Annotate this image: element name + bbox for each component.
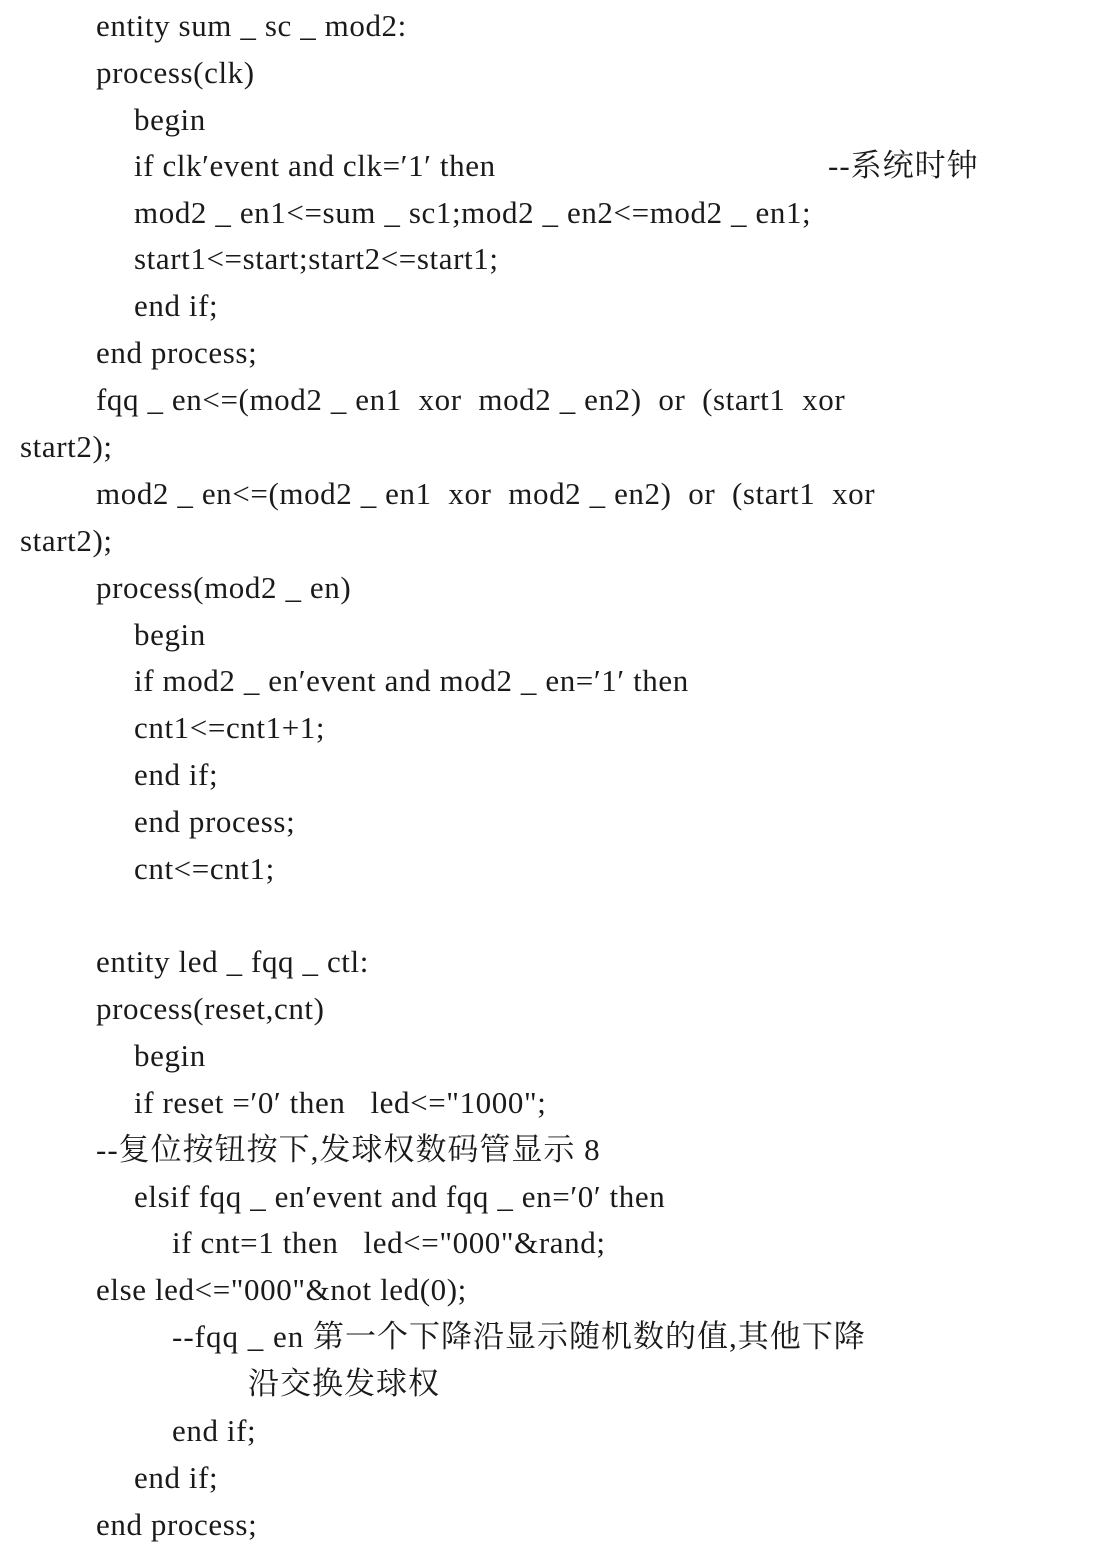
- code-line: if clk′event and clk=′1′ then: [134, 148, 496, 183]
- code-line: mod2 _ en1<=sum _ sc1;mod2 _ en2<=mod2 _ en1;: [134, 195, 812, 230]
- code-line: entity sum _ sc _ mod2:: [96, 8, 407, 43]
- code-line: elsif fqq _ en′event and fqq _ en=′0′ then: [134, 1179, 666, 1214]
- code-line: start2);: [20, 523, 113, 558]
- code-line: end process;: [96, 335, 258, 370]
- code-line: entity led _ fqq _ ctl:: [96, 944, 369, 979]
- code-line: cnt1<=cnt1+1;: [134, 710, 326, 745]
- code-comment: 沿交换发球权: [248, 1366, 440, 1401]
- code-comment: --fqq _ en 第一个下降沿显示随机数的值,其他下降: [172, 1319, 866, 1354]
- code-line: begin: [134, 102, 206, 137]
- code-line: begin: [134, 1038, 206, 1073]
- code-line: process(reset,cnt): [96, 991, 325, 1026]
- code-line: start1<=start;start2<=start1;: [134, 241, 499, 276]
- code-line: fqq _ en<=(mod2 _ en1 xor mod2 _ en2) or (start1 xor: [96, 382, 846, 417]
- code-line: end if;: [134, 288, 219, 323]
- code-line: start2);: [20, 429, 113, 464]
- code-comment: --复位按钮按下,发球权数码管显示 8: [96, 1132, 601, 1167]
- code-line: mod2 _ en<=(mod2 _ en1 xor mod2 _ en2) or (start1 xor: [96, 476, 876, 511]
- code-line: process(clk): [96, 55, 255, 90]
- code-line: end process;: [96, 1507, 258, 1542]
- code-line: else led<="000"&not led(0);: [96, 1272, 467, 1307]
- code-line: end if;: [134, 757, 219, 792]
- code-line: end if;: [134, 1460, 219, 1495]
- code-line: cnt<=cnt1;: [134, 851, 275, 886]
- code-line: begin: [134, 617, 206, 652]
- code-line: if mod2 _ en′event and mod2 _ en=′1′ then: [134, 663, 689, 698]
- code-line: if reset =′0′ then led<="1000";: [134, 1085, 547, 1120]
- code-line: process(mod2 _ en): [96, 570, 352, 605]
- code-line: end if;: [172, 1413, 257, 1448]
- code-line: if cnt=1 then led<="000"&rand;: [172, 1225, 606, 1260]
- code-comment: --系统时钟: [828, 148, 979, 183]
- code-line: end process;: [134, 804, 296, 839]
